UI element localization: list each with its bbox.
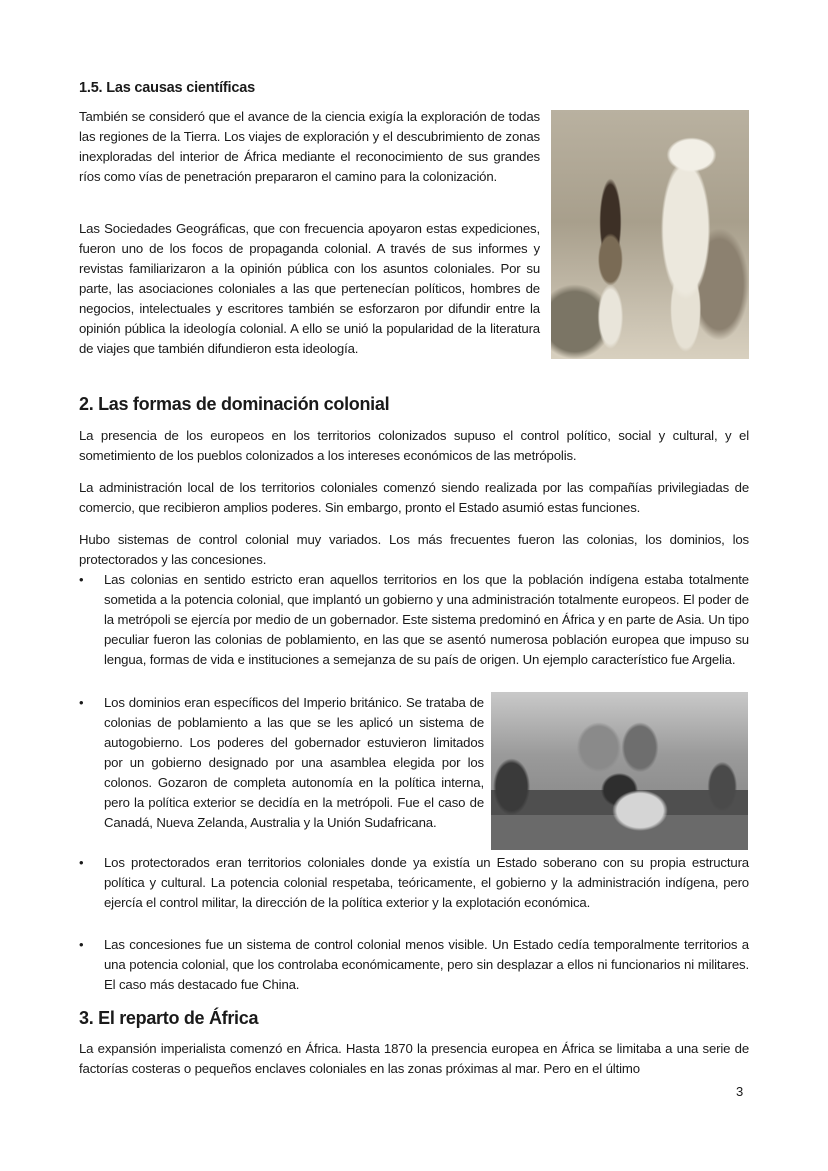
section-heading-3: 3. El reparto de África (79, 1008, 259, 1028)
list-item-text: Los protectorados eran territorios coloniales donde ya existía un Estado soberano con su propia estructura política y cultural. La potencia colonial respetaba, teóricamente, el gobierno y la administración indígena, pero ejercía el control militar, la dirección de la política exterior y la explotación económica. (104, 855, 749, 910)
paragraph: La presencia de los europeos en los territorios colonizados supuso el control político, social y cultural, y el sometimiento de los pueblos colonizados a los intereses económicos de las metrópolis. (79, 428, 749, 463)
paragraph: Hubo sistemas de control colonial muy variados. Los más frecuentes fueron las colonias, los dominios, los protectorados y las concesiones. (79, 532, 749, 567)
list-item-text: Los dominios eran específicos del Imperio británico. Se trataba de colonias de poblamiento a las que se les aplicó un sistema de autogobierno. Los poderes del gobernador estuvieron limitados por un gobierno designado por una asamblea elegida por los colonos. Gozaron de completa autonomía en la política interna, pero la política exterior se decidía en la metrópoli. Fue el caso de Canadá, Nueva Zelanda, Australia y la Unión Sudafricana. (104, 695, 484, 830)
page-number: 3 (736, 1084, 744, 1099)
list-item-text: Las colonias en sentido estricto eran aquellos territorios en los que la población indígena estaba totalmente sometida a la potencia colonial, que implantó un gobierno y una administración totalmente europeos. El poder de la metrópoli se ejercía por medio de un gobernador. Este sistema predominó en África y en parte de Asia. Un tipo peculiar fueron las colonias de poblamiento, en las que se asentó numerosa población europea que impuso su lengua, formas de vida e instituciones a semejanza de su país de origen. Un ejemplo característico fue Argelia. (104, 572, 749, 667)
section-heading-2: 2. Las formas de dominación colonial (79, 394, 390, 414)
paragraph: La expansión imperialista comenzó en África. Hasta 1870 la presencia europea en África se limitaba a una serie de factorías costeras o pequeños enclaves coloniales en las zonas próximas al mar. Pero en el último (79, 1041, 749, 1076)
section-heading-1-5: 1.5. Las causas científicas (79, 80, 255, 96)
explorer-portrait-photo (551, 110, 749, 359)
paragraph: Las Sociedades Geográficas, que con frecuencia apoyaron estas expediciones, fueron uno de los focos de propaganda colonial. A través de sus informes y revistas familiarizaron a la opinión pública con los asuntos coloniales. Por su parte, las asociaciones coloniales a las que pertenecían políticos, hombres de negocios, intelectuales y escritores también se esforzaron por difundir entre la opinión pública la ideología colonial. A ello se unió la popularidad de la literatura de viajes que también difundieron esta ideología. (79, 221, 540, 356)
paragraph: La administración local de los territorios coloniales comenzó siendo realizada por las compañías privilegiadas de comercio, que recibieron amplios poderes. Sin embargo, pronto el Estado asumió estas funciones. (79, 480, 749, 515)
list-item-text: Las concesiones fue un sistema de control colonial menos visible. Un Estado cedía temporalmente territorios a una potencia colonial, que los controlaba económicamente, pero sin desplazar a ellos ni funcionarios ni militares. El caso más destacado fue China. (104, 937, 749, 992)
bullet-icon: • (79, 695, 84, 710)
paragraph: También se consideró que el avance de la ciencia exigía la exploración de todas las regiones de la Tierra. Los viajes de exploración y el descubrimiento de zonas inexploradas del interior de África mediante el reconocimiento de sus grandes ríos como vías de penetración prepararon el camino para la colonización. (79, 109, 540, 184)
bullet-icon: • (79, 572, 84, 587)
colonial-soldiers-engraving (491, 692, 748, 850)
bullet-icon: • (79, 855, 84, 870)
bullet-icon: • (79, 937, 84, 952)
